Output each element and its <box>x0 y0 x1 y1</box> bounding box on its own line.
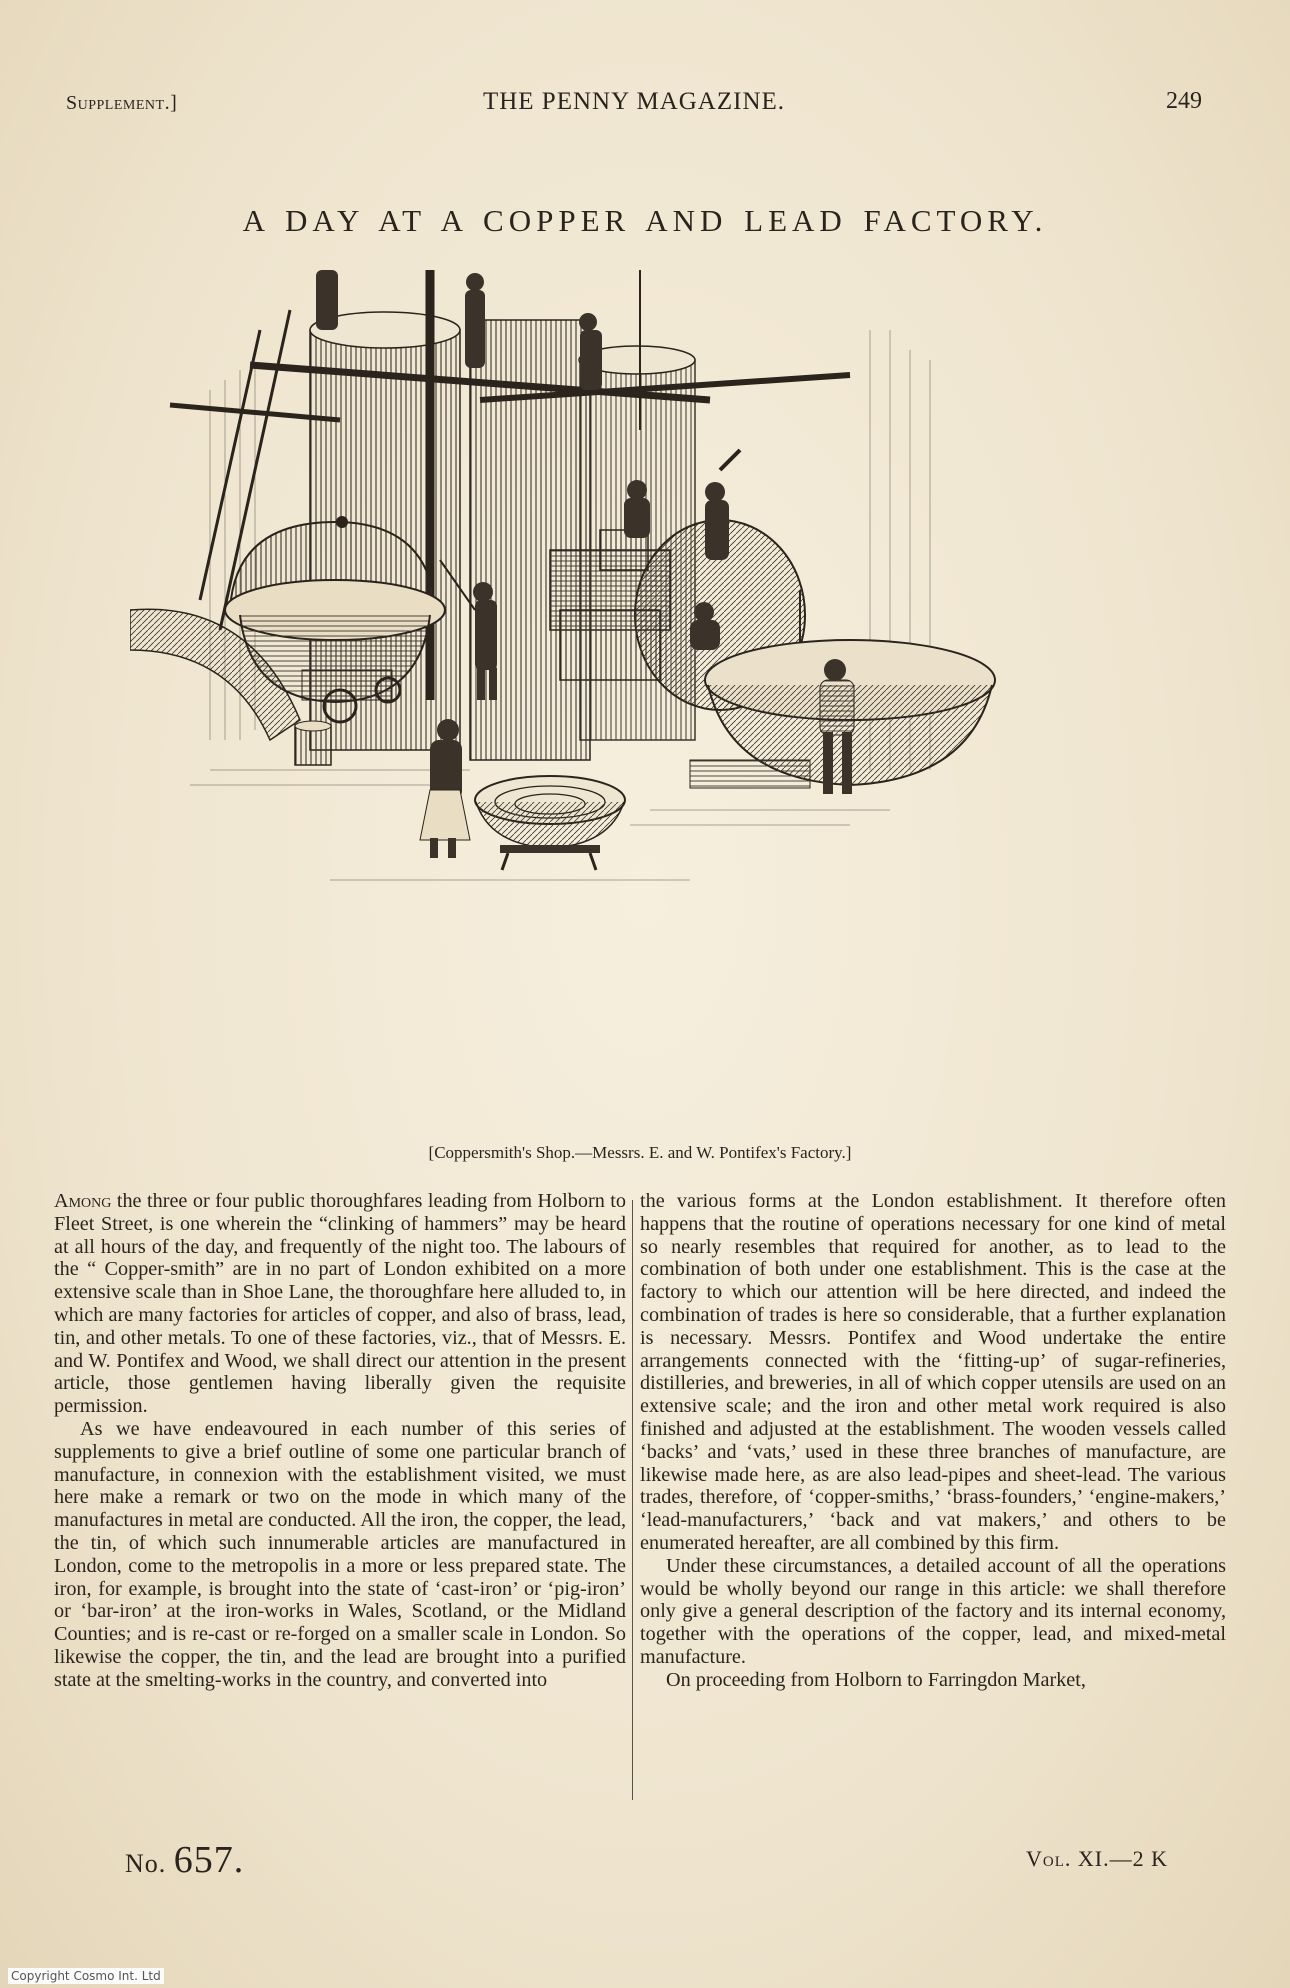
paragraph: On proceeding from Holborn to Farringdon Market, <box>666 1668 1086 1691</box>
paragraph: the various forms at the London establishment. It therefore often happens that the routine of operations necessary for one kind of metal so nearly resembles that required for another, as to lead to the combination of both under one establishment. This is the case at the factory to which our attention will be here directed, and indeed the combination of trades is here so considerable, that a further explanation is necessary. Messrs. Pontifex and Wood undertake the entire arrangements connected with the ‘fitting-up’ of sugar-refineries, distilleries, and breweries, in all of which copper utensils are used on an extensive scale; and the iron and other metal work required is also finished and adjusted at the establishment. The wooden vessels called ‘backs’ and ‘vats,’ used in these three branches of manufacture, are likewise made here, as are also lead-pipes and sheet-lead. The various trades, therefore, of ‘copper-smiths,’ ‘brass-founders,’ ‘engine-makers,’ ‘lead-manufacturers,’ ‘back and vat makers,’ and others to be enumerated hereafter, are all combined by this firm. <box>640 1190 1226 1554</box>
article-title: A DAY AT A COPPER AND LEAD FACTORY. <box>242 203 1048 238</box>
article-column-left <box>54 1190 626 1804</box>
paragraph <box>54 1190 626 1418</box>
volume-signature: Vol. XI.—2 K <box>1026 1846 1168 1871</box>
paragraph: Under these circumstances, a detailed account of all the operations would be wholly beyond our range in this article: we shall therefore only give a general description of the factory and its internal economy, together with the operations of the copper, lead, and mixed-metal manufacture. <box>640 1554 1226 1668</box>
magazine-title: THE PENNY MAGAZINE. <box>482 88 786 115</box>
issue-number <box>125 1838 244 1882</box>
opening-word: Among <box>54 1190 112 1212</box>
copyright-notice: Copyright Cosmo Int. Ltd <box>8 1968 164 1984</box>
paragraph: As we have endeavoured in each number of this series of supplements to give a brief outline of some one particular branch of manufacture, in connexion with the establishment visited, we must here make a remark or two on the mode in which many of the manufactures in metal are conducted. All the iron, the copper, the lead, the tin, of which such innumerable articles are manufactured in London, come to the metropolis in a more or less prepared state. The iron, for example, is brought into the state of ‘cast-iron’ or ‘pig-iron’ or ‘bar-iron’ at the iron-works in Wales, Scotland, or the Midland Counties; and is re-cast or re-forged on a smaller scale in London. So likewise the copper, the tin, and the lead are brought into a purified state at the smelting-works in the country, and converted into <box>54 1417 626 1691</box>
column-divider <box>632 1200 633 1800</box>
issue-number-value: 657. <box>173 1839 245 1881</box>
article-column-right <box>640 1190 1226 1804</box>
running-head <box>66 88 1202 122</box>
coppersmith-shop-engraving <box>130 270 1130 1110</box>
section-label: Supplement.] <box>66 92 178 114</box>
issue-number-label: No. <box>125 1849 167 1878</box>
illustration-caption: [Coppersmith's Shop.—Messrs. E. and W. Pontifex's Factory.] <box>428 1143 852 1162</box>
paragraph-text: the three or four public thoroughfares leading from Holborn to Fleet Street, is one wherein the “clinking of hammers” may be heard at all hours of the day, and frequently of the night too. The labours of the “ Copper-smith” are in no part of London exhibited on a more extensive scale than in Shoe Lane, the thoroughfare here alluded to, in which are many factories for articles of copper, and also of brass, lead, tin, and other metals. To one of these factories, viz., that of Messrs. E. and W. Pontifex and Wood, we shall direct our attention in the present article, those gentlemen having liberally given the requisite permission. <box>54 1190 626 1418</box>
page-number: 249 <box>1166 88 1202 114</box>
